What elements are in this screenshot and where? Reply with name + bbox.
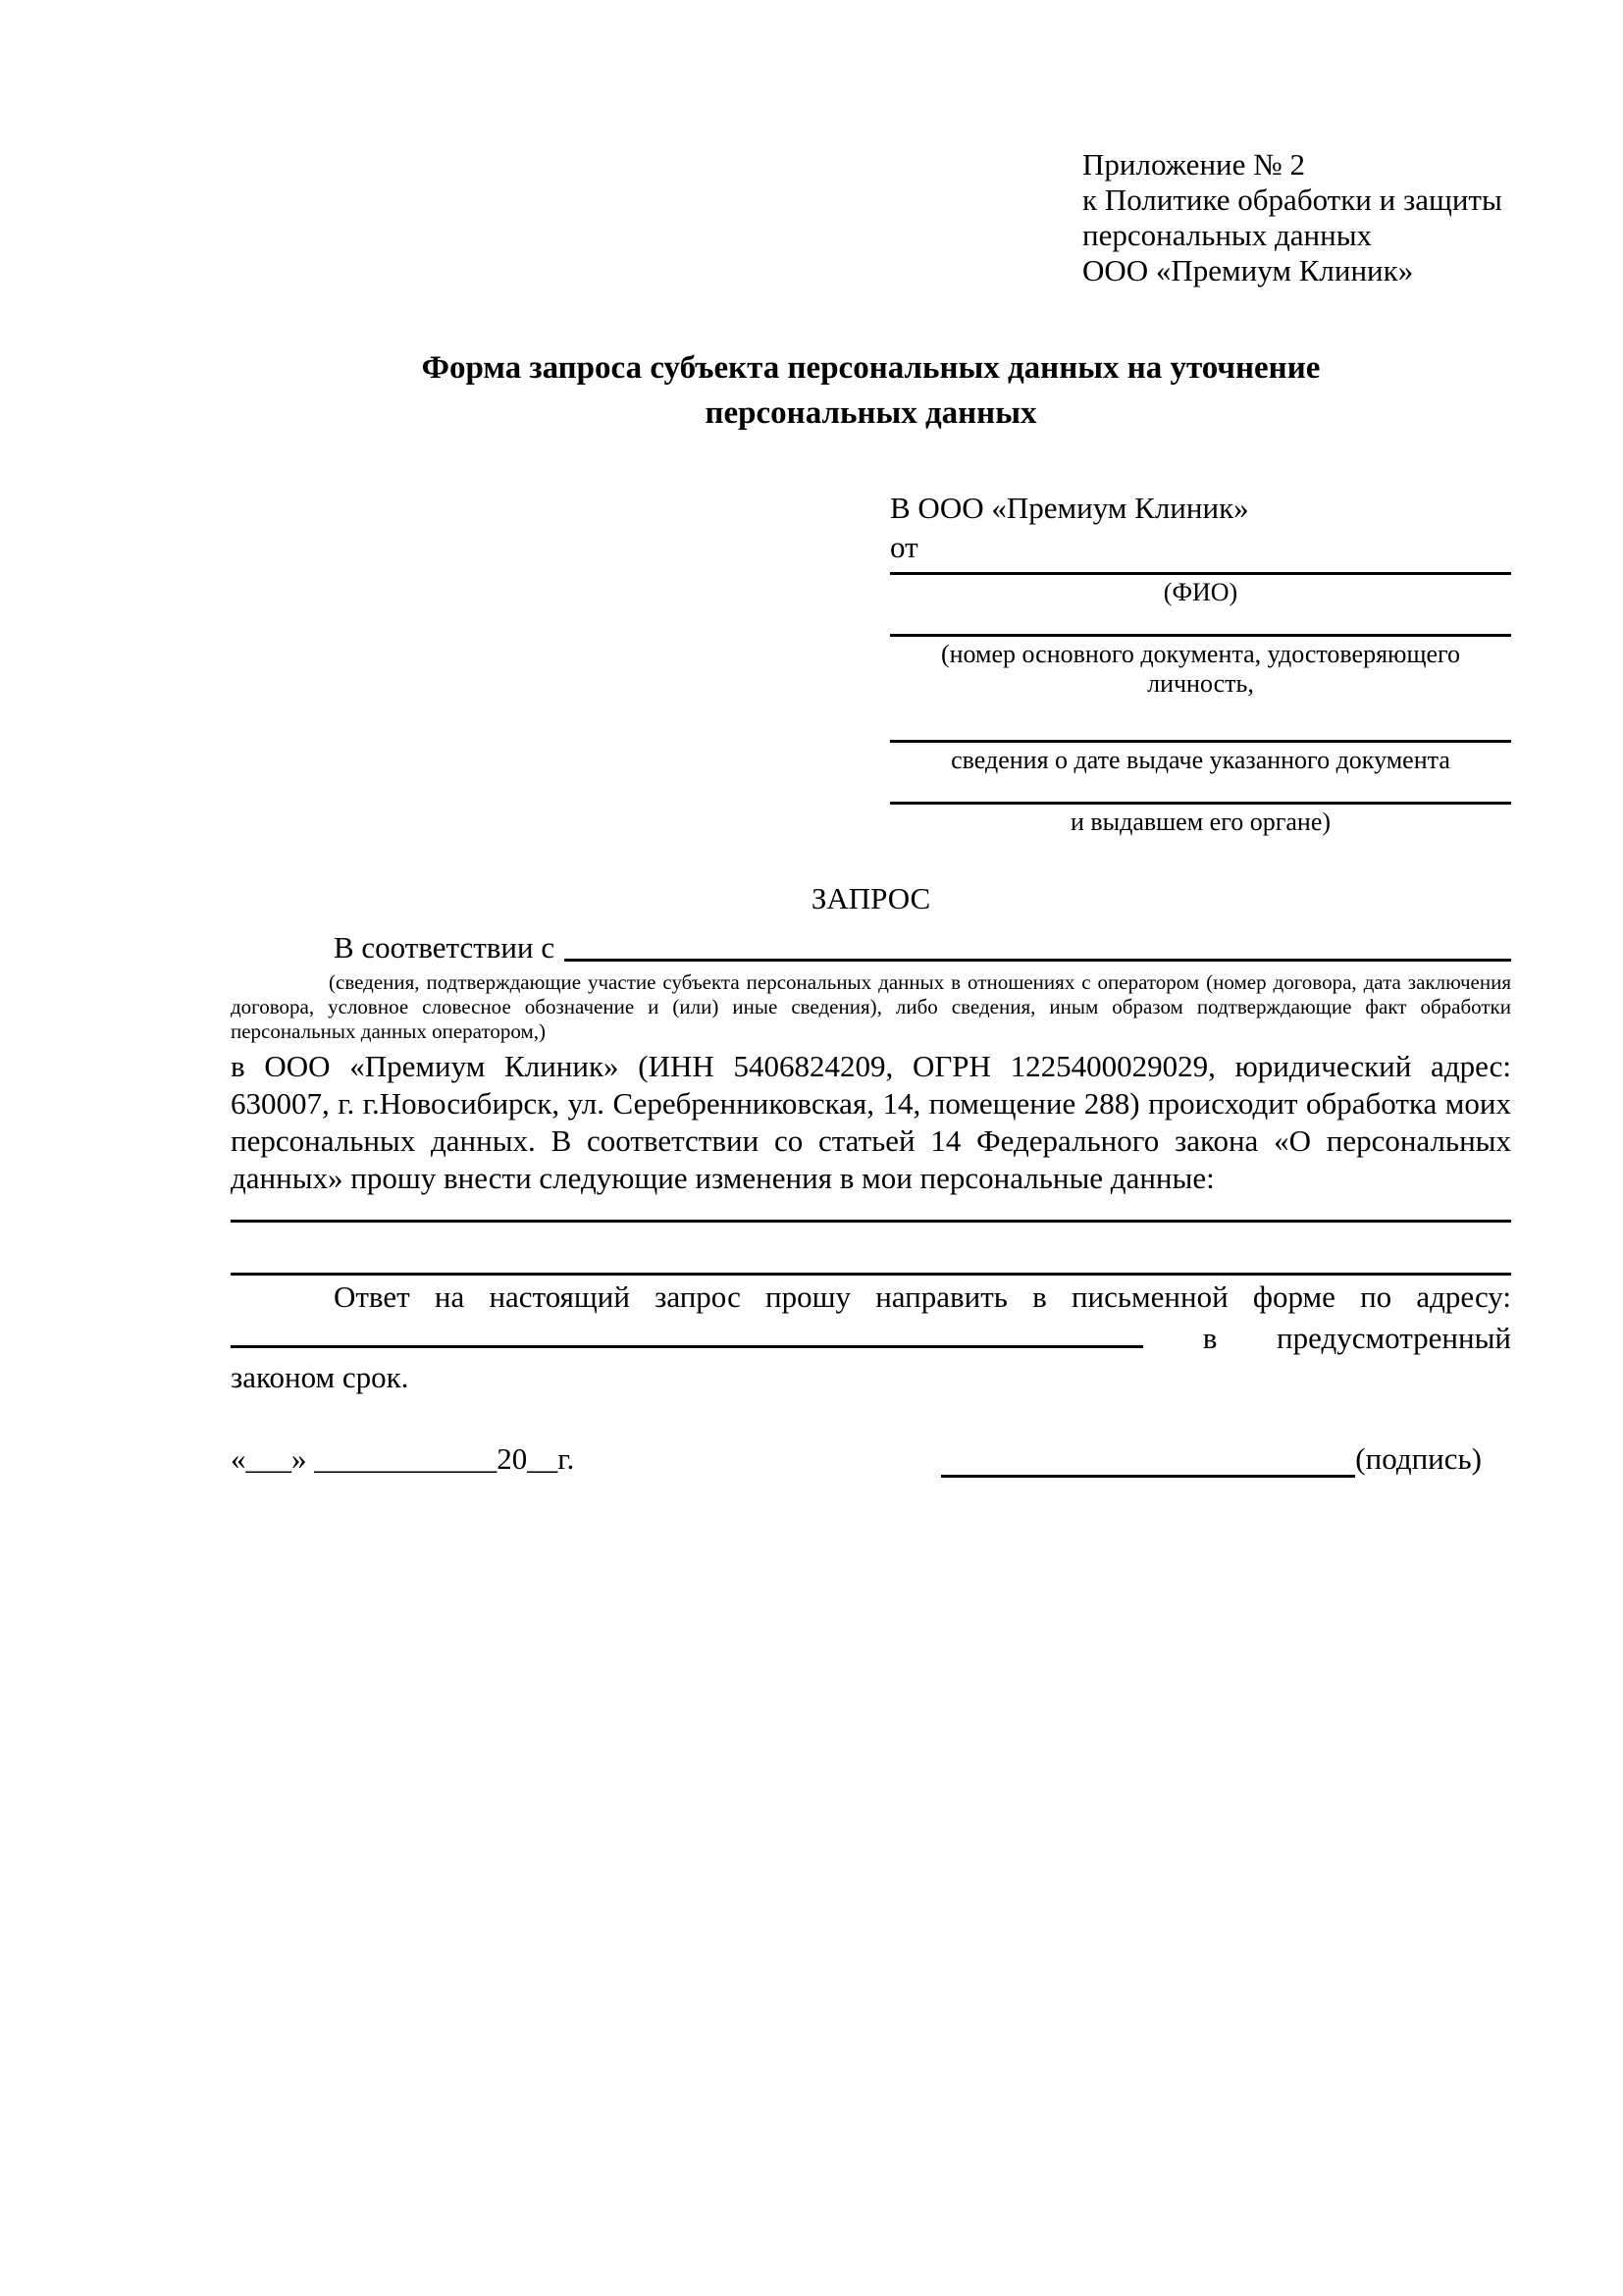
blank-write-line-1: [231, 1197, 1511, 1223]
document-title: [231, 345, 1511, 436]
addressee-from-label: от: [890, 530, 918, 564]
document-title-line: персональных данных: [705, 395, 1037, 431]
date-signature-row: [231, 1440, 1511, 1478]
document-title-line: Форма запроса субъекта персональных данных на уточнение: [421, 350, 1321, 386]
issue-date-write-line: [890, 699, 1511, 743]
document-number-caption: (номер основного документа, удостоверяющего личность,: [940, 640, 1461, 698]
response-text-after: в предусмотренный законом срок.: [231, 1321, 1511, 1394]
appendix-line: персональных данных: [1082, 218, 1373, 252]
issue-date-caption: сведения о дате выдаче указанного документа: [951, 746, 1450, 774]
document-number-write-line: [890, 607, 1511, 637]
blank-write-line-2: [231, 1223, 1511, 1276]
fio-write-line: [890, 567, 1511, 575]
response-text-before: Ответ на настоящий запрос прошу направить в письменной форме по адресу:: [334, 1279, 1511, 1314]
document-number-field: [890, 607, 1511, 699]
request-heading: ЗАПРОС: [811, 881, 931, 915]
issuing-authority-field: [890, 775, 1511, 837]
appendix-note: [1082, 147, 1511, 288]
intro-write-line: [564, 929, 1511, 962]
date-placeholder: «___» ____________20__г.: [231, 1441, 575, 1476]
signature-caption: (подпись): [1355, 1441, 1482, 1476]
fio-field: [890, 567, 1511, 607]
signature-block: [941, 1440, 1482, 1478]
intro-line: [231, 929, 1511, 966]
appendix-line: ООО «Премиум Клиник»: [1082, 253, 1414, 287]
address-write-line: [231, 1317, 1143, 1348]
body-paragraph: в ООО «Премиум Клиник» (ИНН 5406824209, ОГРН 1225400029029, юридический адрес: 630007, г. г.Новосибирск, ул. Серебренниковская, 14, помещение 288) происходит обработка моих персональных данных. В соответствии со статьей 14 Федерального закона «О персональных данных» прошу внести следующие изменения в мои персональные данные:: [231, 1049, 1511, 1195]
fio-caption: (ФИО): [1163, 578, 1238, 606]
intro-prefix: В соответствии с: [334, 930, 555, 965]
signature-write-line: [941, 1444, 1355, 1478]
appendix-line: Приложение № 2: [1082, 147, 1305, 182]
addressee-to: В ООО «Премиум Клиник»: [890, 491, 1249, 525]
issue-date-field: [890, 699, 1511, 775]
addressee-block: [890, 489, 1511, 837]
issuing-authority-caption: и выдавшем его органе): [1070, 808, 1332, 836]
response-paragraph: [231, 1278, 1511, 1397]
fine-print-note: (сведения, подтверждающие участие субъекта персональных данных в отношениях с оператором (номер договора, дата заключения договора, условное словесное обозначение и (или) иные сведения), либо сведения, иным образом подтверждающие факт обработки персональных данных оператором,): [231, 970, 1511, 1043]
appendix-line: к Политике обработки и защиты: [1082, 183, 1502, 217]
issuing-authority-write-line: [890, 775, 1511, 805]
